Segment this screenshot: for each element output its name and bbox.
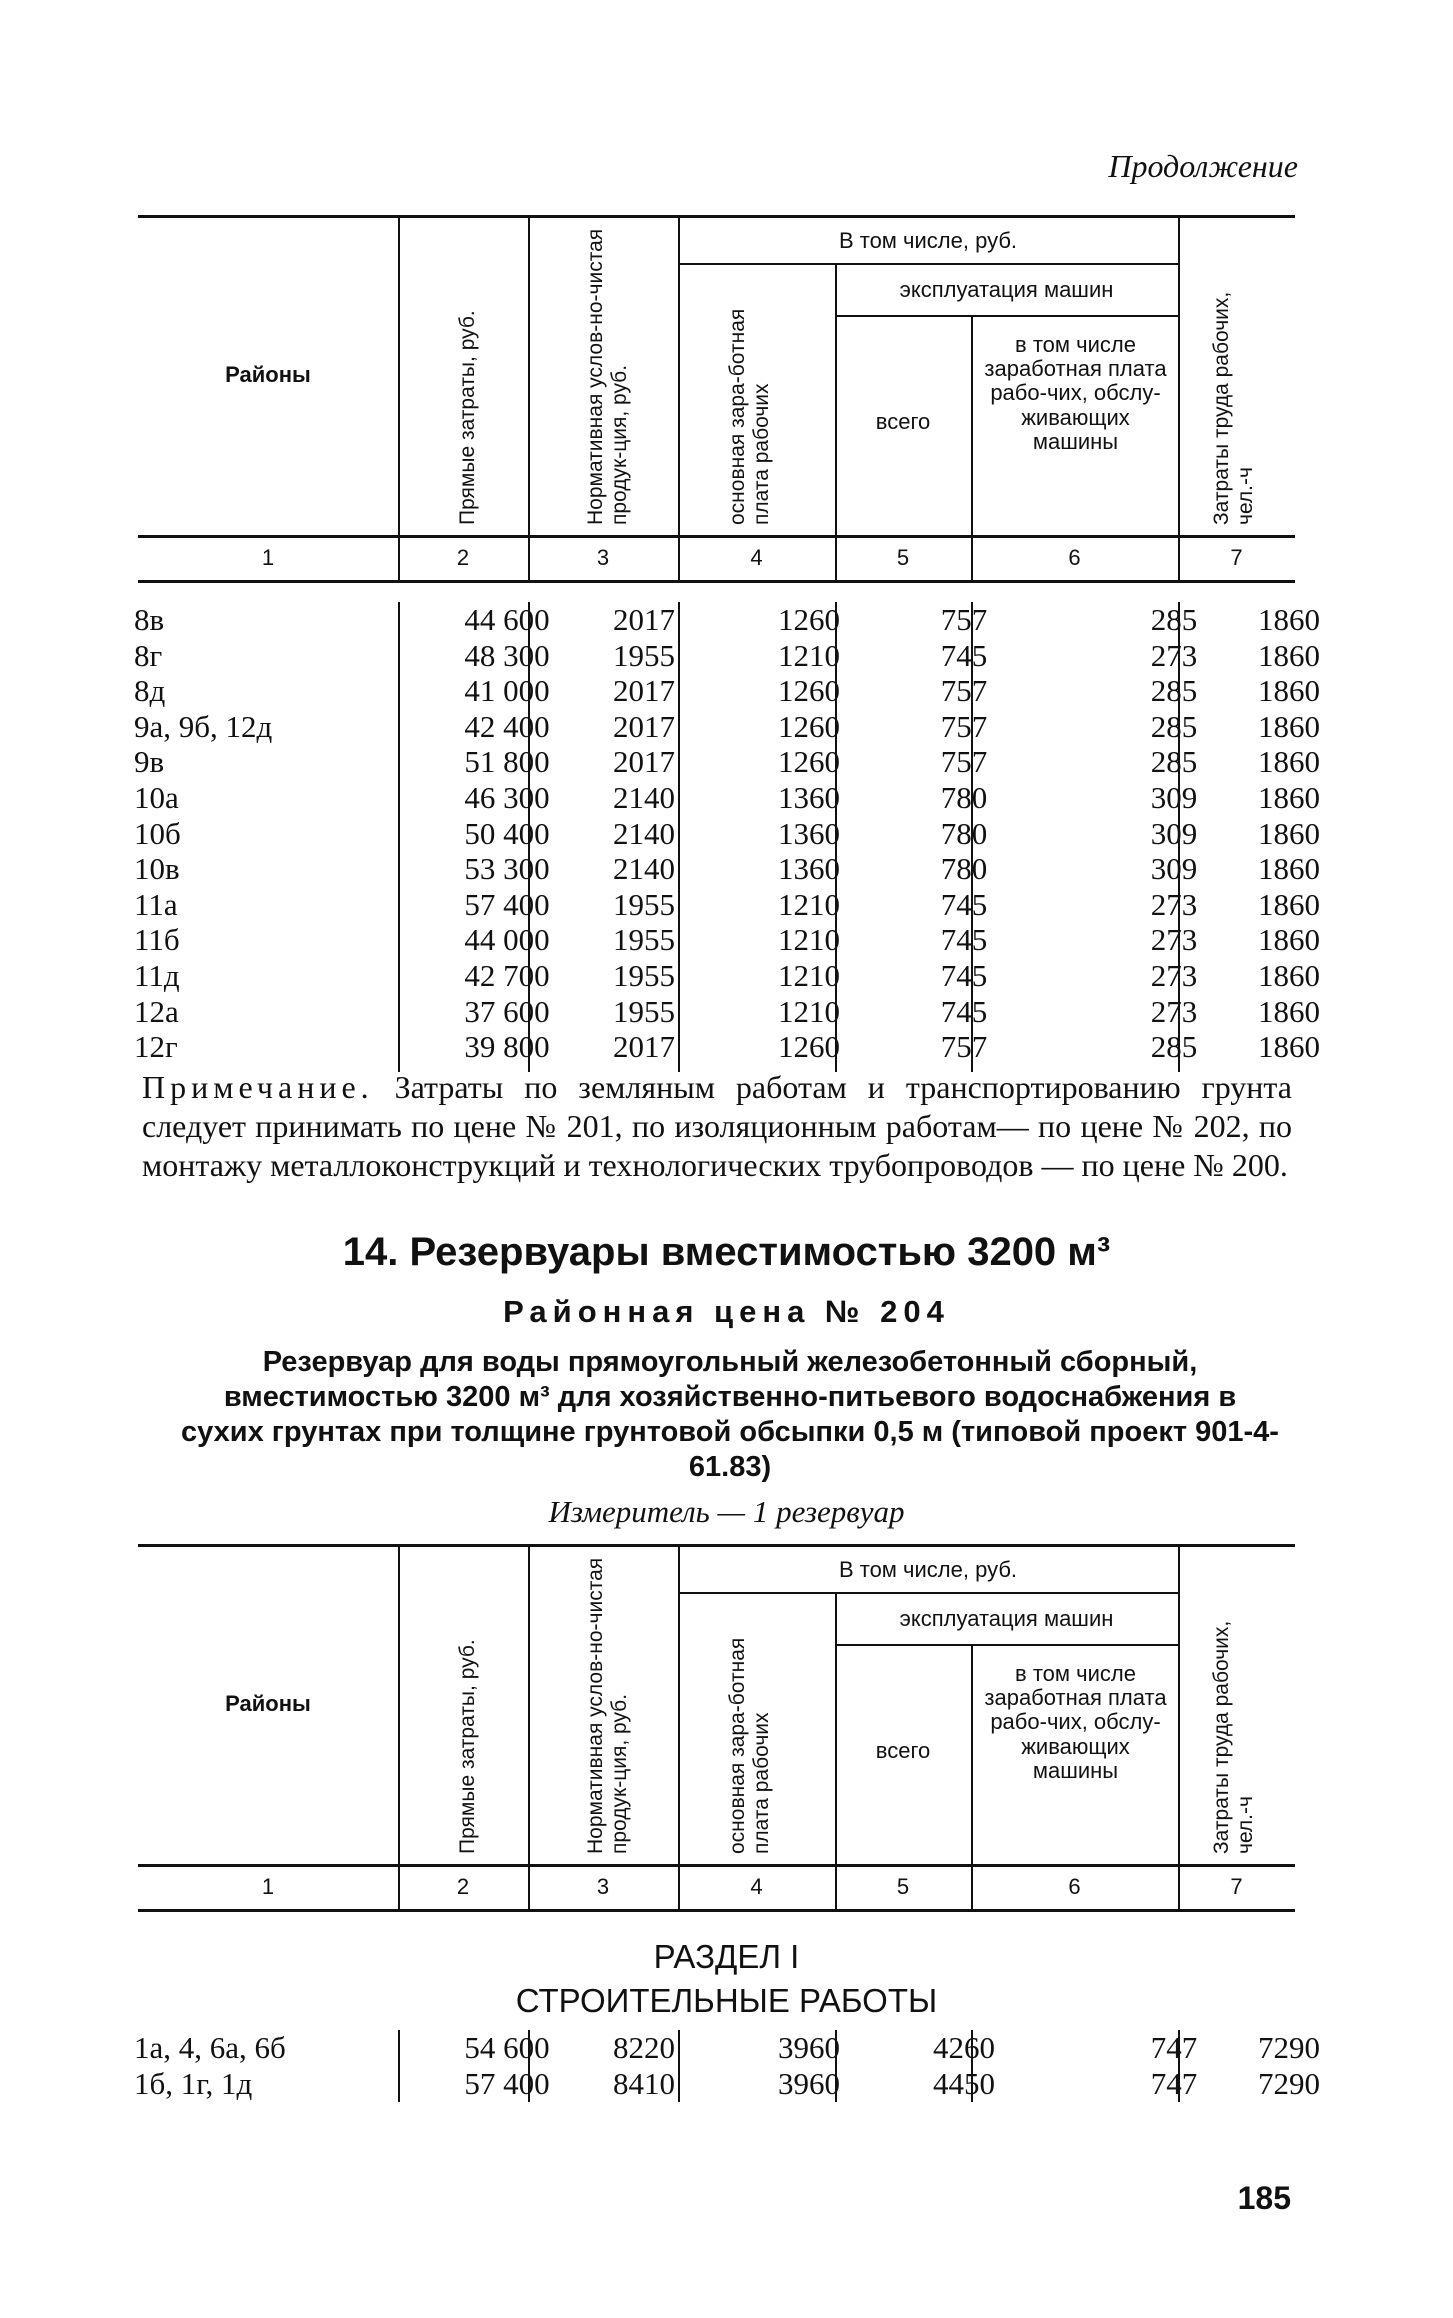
header-direct-costs: Прямые затраты, руб. — [456, 1639, 479, 1854]
header-labor: Затраты труда рабочих, чел.-ч — [1210, 1620, 1258, 1854]
header-direct-costs: Прямые затраты, руб. — [456, 310, 479, 525]
header-machine-operation: эксплуатация машин — [899, 1606, 1114, 1631]
table-row: 10а 46 300 2140 1360 780 309 1860 — [134, 779, 1320, 815]
header-including: В том числе, руб. — [838, 228, 1018, 253]
col-num-1: 1 — [261, 1874, 275, 1899]
table-header-2 — [138, 1544, 1295, 1914]
note-text: Затраты по земляным работам и транспортированию грунта следует принимать по цене № 201, по изоляционным работам— по цене № 202, по монтажу металлоконструкций и технологических трубопроводов — по цене № 200. — [142, 1069, 1293, 1183]
col-num-7: 7 — [1230, 1874, 1243, 1899]
table-row: 12а 37 600 1955 1210 745 273 1860 — [134, 993, 1320, 1029]
col-num-3: 3 — [596, 545, 610, 570]
header-incl-wage: в том числе заработная плата рабо-чих, обслу-живающих машины — [984, 332, 1167, 454]
header-total: всего — [875, 409, 931, 434]
header-incl-wage: в том числе заработная плата рабо-чих, обслу-живающих машины — [984, 1661, 1167, 1783]
col-num-2: 2 — [456, 1874, 470, 1899]
table-row: 11б 44 000 1955 1210 745 273 1860 — [134, 922, 1320, 958]
col-num-7: 7 — [1230, 545, 1243, 570]
header-base-wage: основная зара-ботная плата рабочих — [726, 1637, 774, 1854]
col-num-4: 4 — [750, 545, 763, 570]
table-row: 9в 51 800 2017 1260 757 285 1860 — [134, 744, 1320, 780]
col-num-1: 1 — [261, 545, 275, 570]
table-row: 8г 48 300 1955 1210 745 273 1860 — [134, 637, 1320, 673]
table-row: 12г 39 800 2017 1260 757 285 1860 — [134, 1029, 1320, 1065]
section-label: РАЗДЕЛ I — [653, 1938, 800, 1975]
table-row: 11д 42 700 1955 1210 745 273 1860 — [134, 957, 1320, 993]
header-total: всего — [875, 1738, 931, 1763]
page-number: 185 — [1237, 2180, 1291, 2216]
header-normative: Нормативная услов-но-чистая продук-ция, руб. — [584, 228, 632, 525]
table-row: 1а, 4, 6а, 6б 54 600 8220 3960 4260 747 7290 — [134, 2030, 1320, 2065]
col-num-4: 4 — [750, 1874, 763, 1899]
measure-unit: Измеритель — 1 резервуар — [548, 1494, 905, 1529]
table-row: 11а 57 400 1955 1210 745 273 1860 — [134, 886, 1320, 922]
col-num-3: 3 — [596, 1874, 610, 1899]
header-labor: Затраты труда рабочих, чел.-ч — [1210, 291, 1258, 525]
table-row: 8д 41 000 2017 1260 757 285 1860 — [134, 673, 1320, 709]
col-num-5: 5 — [896, 545, 910, 570]
item-description: Резервуар для воды прямоугольный железобетонный сборный, вместимостью 3200 м³ для хозяйственно-питьевого водоснабжения в сухих грунтах при толщине грунтовой обсыпки 0,5 м (типовой проект 901-4-61.83) — [181, 1346, 1279, 1483]
table-note — [142, 1068, 1292, 1185]
section-name: СТРОИТЕЛЬНЫЕ РАБОТЫ — [515, 1982, 938, 2019]
section-title: 14. Резервуары вместимостью 3200 м³ — [342, 1230, 1111, 1274]
header-regions: Районы — [225, 1691, 311, 1716]
header-machine-operation: эксплуатация машин — [899, 277, 1114, 302]
col-num-5: 5 — [896, 1874, 910, 1899]
price-line: Районная цена № 204 — [503, 1294, 950, 1329]
table-row: 10в 53 300 2140 1360 780 309 1860 — [134, 851, 1320, 887]
col-num-6: 6 — [1068, 1874, 1081, 1899]
header-including: В том числе, руб. — [838, 1557, 1018, 1582]
note-label: Примечание. — [142, 1069, 374, 1105]
header-base-wage: основная зара-ботная плата рабочих — [726, 308, 774, 525]
table-row: 1б, 1г, 1д 57 400 8410 3960 4450 747 7290 — [134, 2065, 1320, 2101]
table-body-1 — [134, 602, 1320, 1065]
header-regions: Районы — [225, 362, 311, 387]
table-header-1 — [138, 215, 1295, 585]
continuation-label: Продолжение — [1108, 148, 1298, 184]
col-num-2: 2 — [456, 545, 470, 570]
table-row: 9а, 9б, 12д 42 400 2017 1260 757 285 1860 — [134, 708, 1320, 744]
table-row: 8в 44 600 2017 1260 757 285 1860 — [134, 602, 1320, 637]
table-row: 10б 50 400 2140 1360 780 309 1860 — [134, 815, 1320, 851]
table-body-2 — [134, 2030, 1320, 2101]
header-normative: Нормативная услов-но-чистая продук-ция, руб. — [584, 1557, 632, 1854]
col-num-6: 6 — [1068, 545, 1081, 570]
